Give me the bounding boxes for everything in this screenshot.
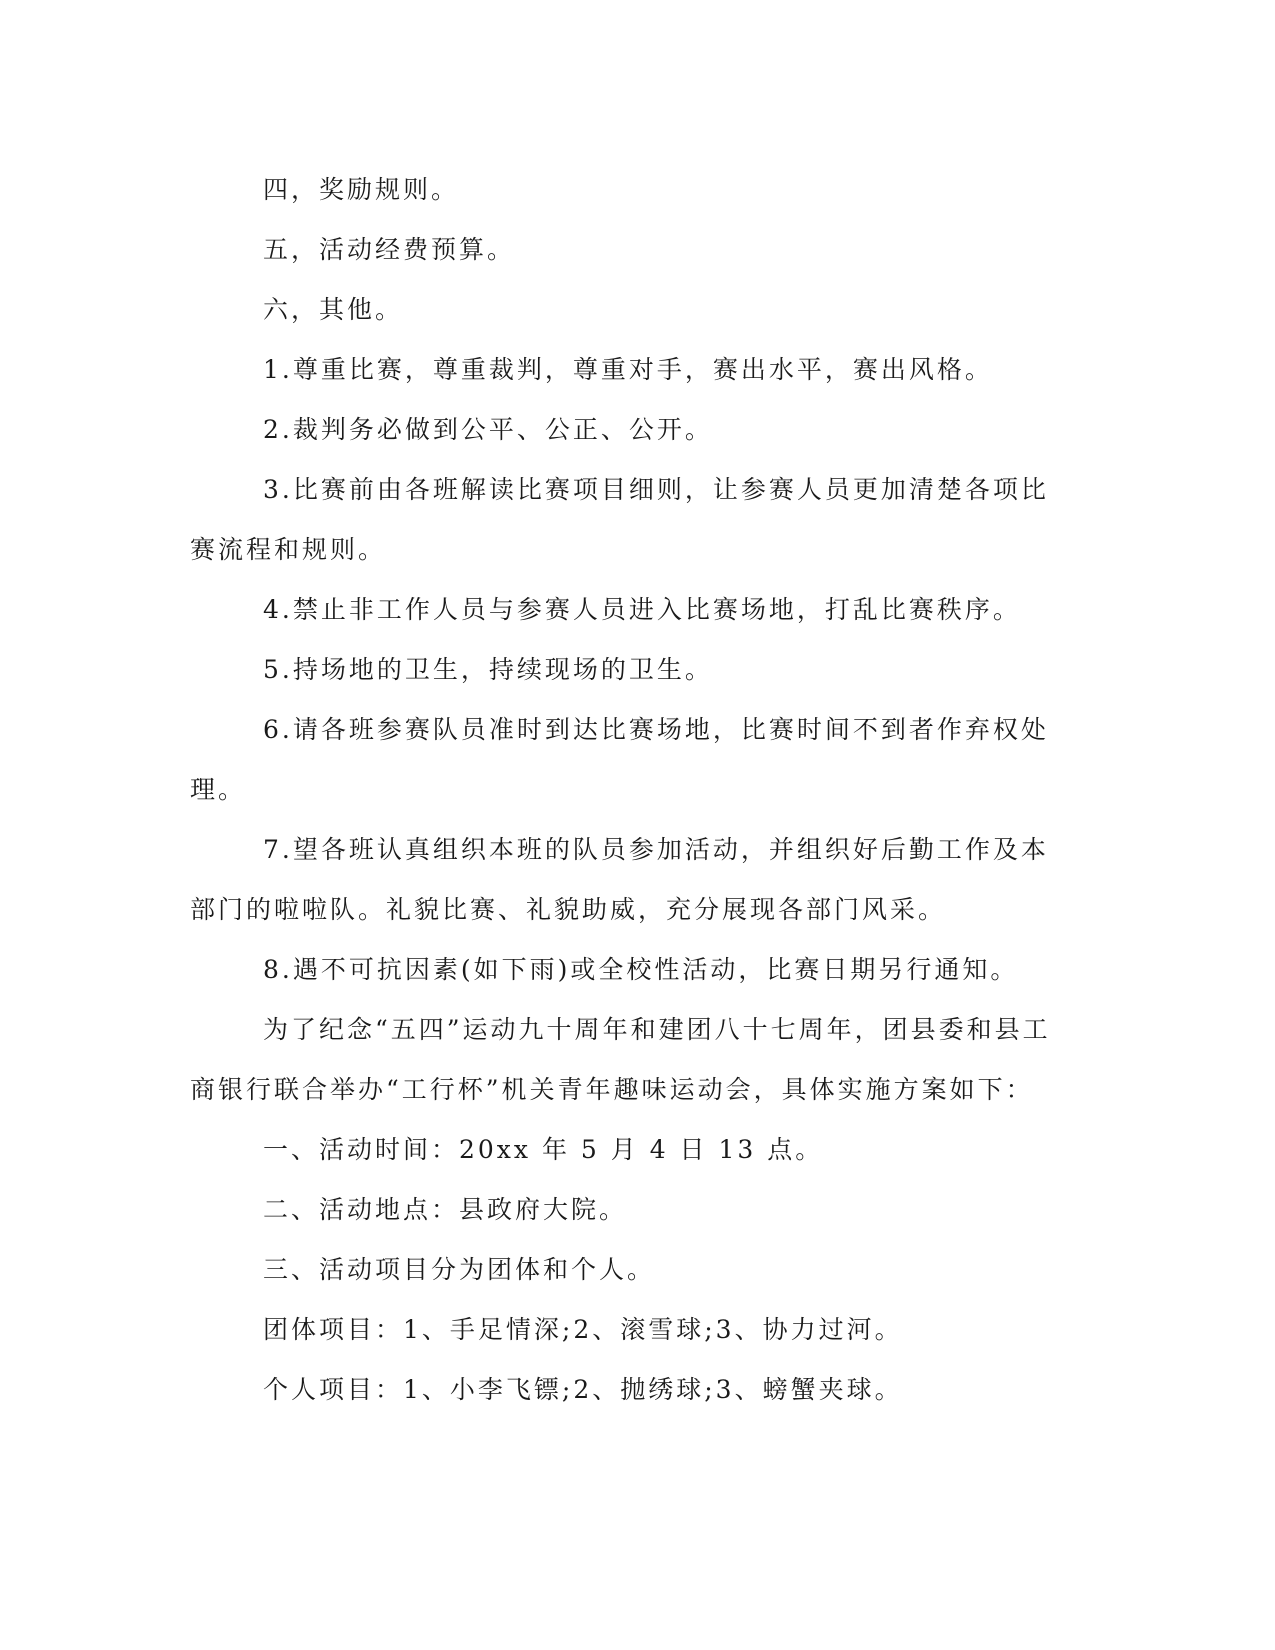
paragraph-rule-3: 3.比赛前由各班解读比赛项目细则，让参赛人员更加清楚各项比赛流程和规则。	[190, 475, 1049, 564]
paragraph-section-six: 六，其他。	[263, 295, 404, 324]
document-body	[190, 160, 1070, 1420]
paragraph-rule-6: 6.请各班参赛队员准时到达比赛场地，比赛时间不到者作弃权处理。	[190, 715, 1049, 804]
paragraph-rule-4: 4.禁止非工作人员与参赛人员进入比赛场地，打乱比赛秩序。	[263, 595, 1021, 624]
paragraph-intro: 为了纪念“五四”运动九十周年和建团八十七周年，团县委和县工商银行联合举办“工行杯”机关青年趣味运动会，具体实施方案如下：	[190, 1015, 1051, 1104]
paragraph-rule-1: 1.尊重比赛，尊重裁判，尊重对手，赛出水平，赛出风格。	[263, 355, 993, 384]
paragraph-section-five: 五，活动经费预算。	[263, 235, 516, 264]
paragraph-rule-5: 5.持场地的卫生，持续现场的卫生。	[263, 655, 713, 684]
paragraph-team-events: 团体项目：1、手足情深;2、滚雪球;3、协力过河。	[263, 1315, 903, 1344]
paragraph-activity-location: 二、活动地点：县政府大院。	[263, 1195, 628, 1224]
paragraph-rule-7: 7.望各班认真组织本班的队员参加活动，并组织好后勤工作及本部门的啦啦队。礼貌比赛、礼貌助威，充分展现各部门风采。	[190, 835, 1049, 924]
paragraph-activity-items: 三、活动项目分为团体和个人。	[263, 1255, 656, 1284]
paragraph-activity-time: 一、活动时间：20xx 年 5 月 4 日 13 点。	[263, 1135, 824, 1164]
paragraph-rule-2: 2.裁判务必做到公平、公正、公开。	[263, 415, 713, 444]
paragraph-section-four: 四，奖励规则。	[263, 175, 460, 204]
paragraph-individual-events: 个人项目：1、小李飞镖;2、抛绣球;3、螃蟹夹球。	[263, 1375, 903, 1404]
paragraph-rule-8: 8.遇不可抗因素(如下雨)或全校性活动，比赛日期另行通知。	[263, 955, 1019, 984]
